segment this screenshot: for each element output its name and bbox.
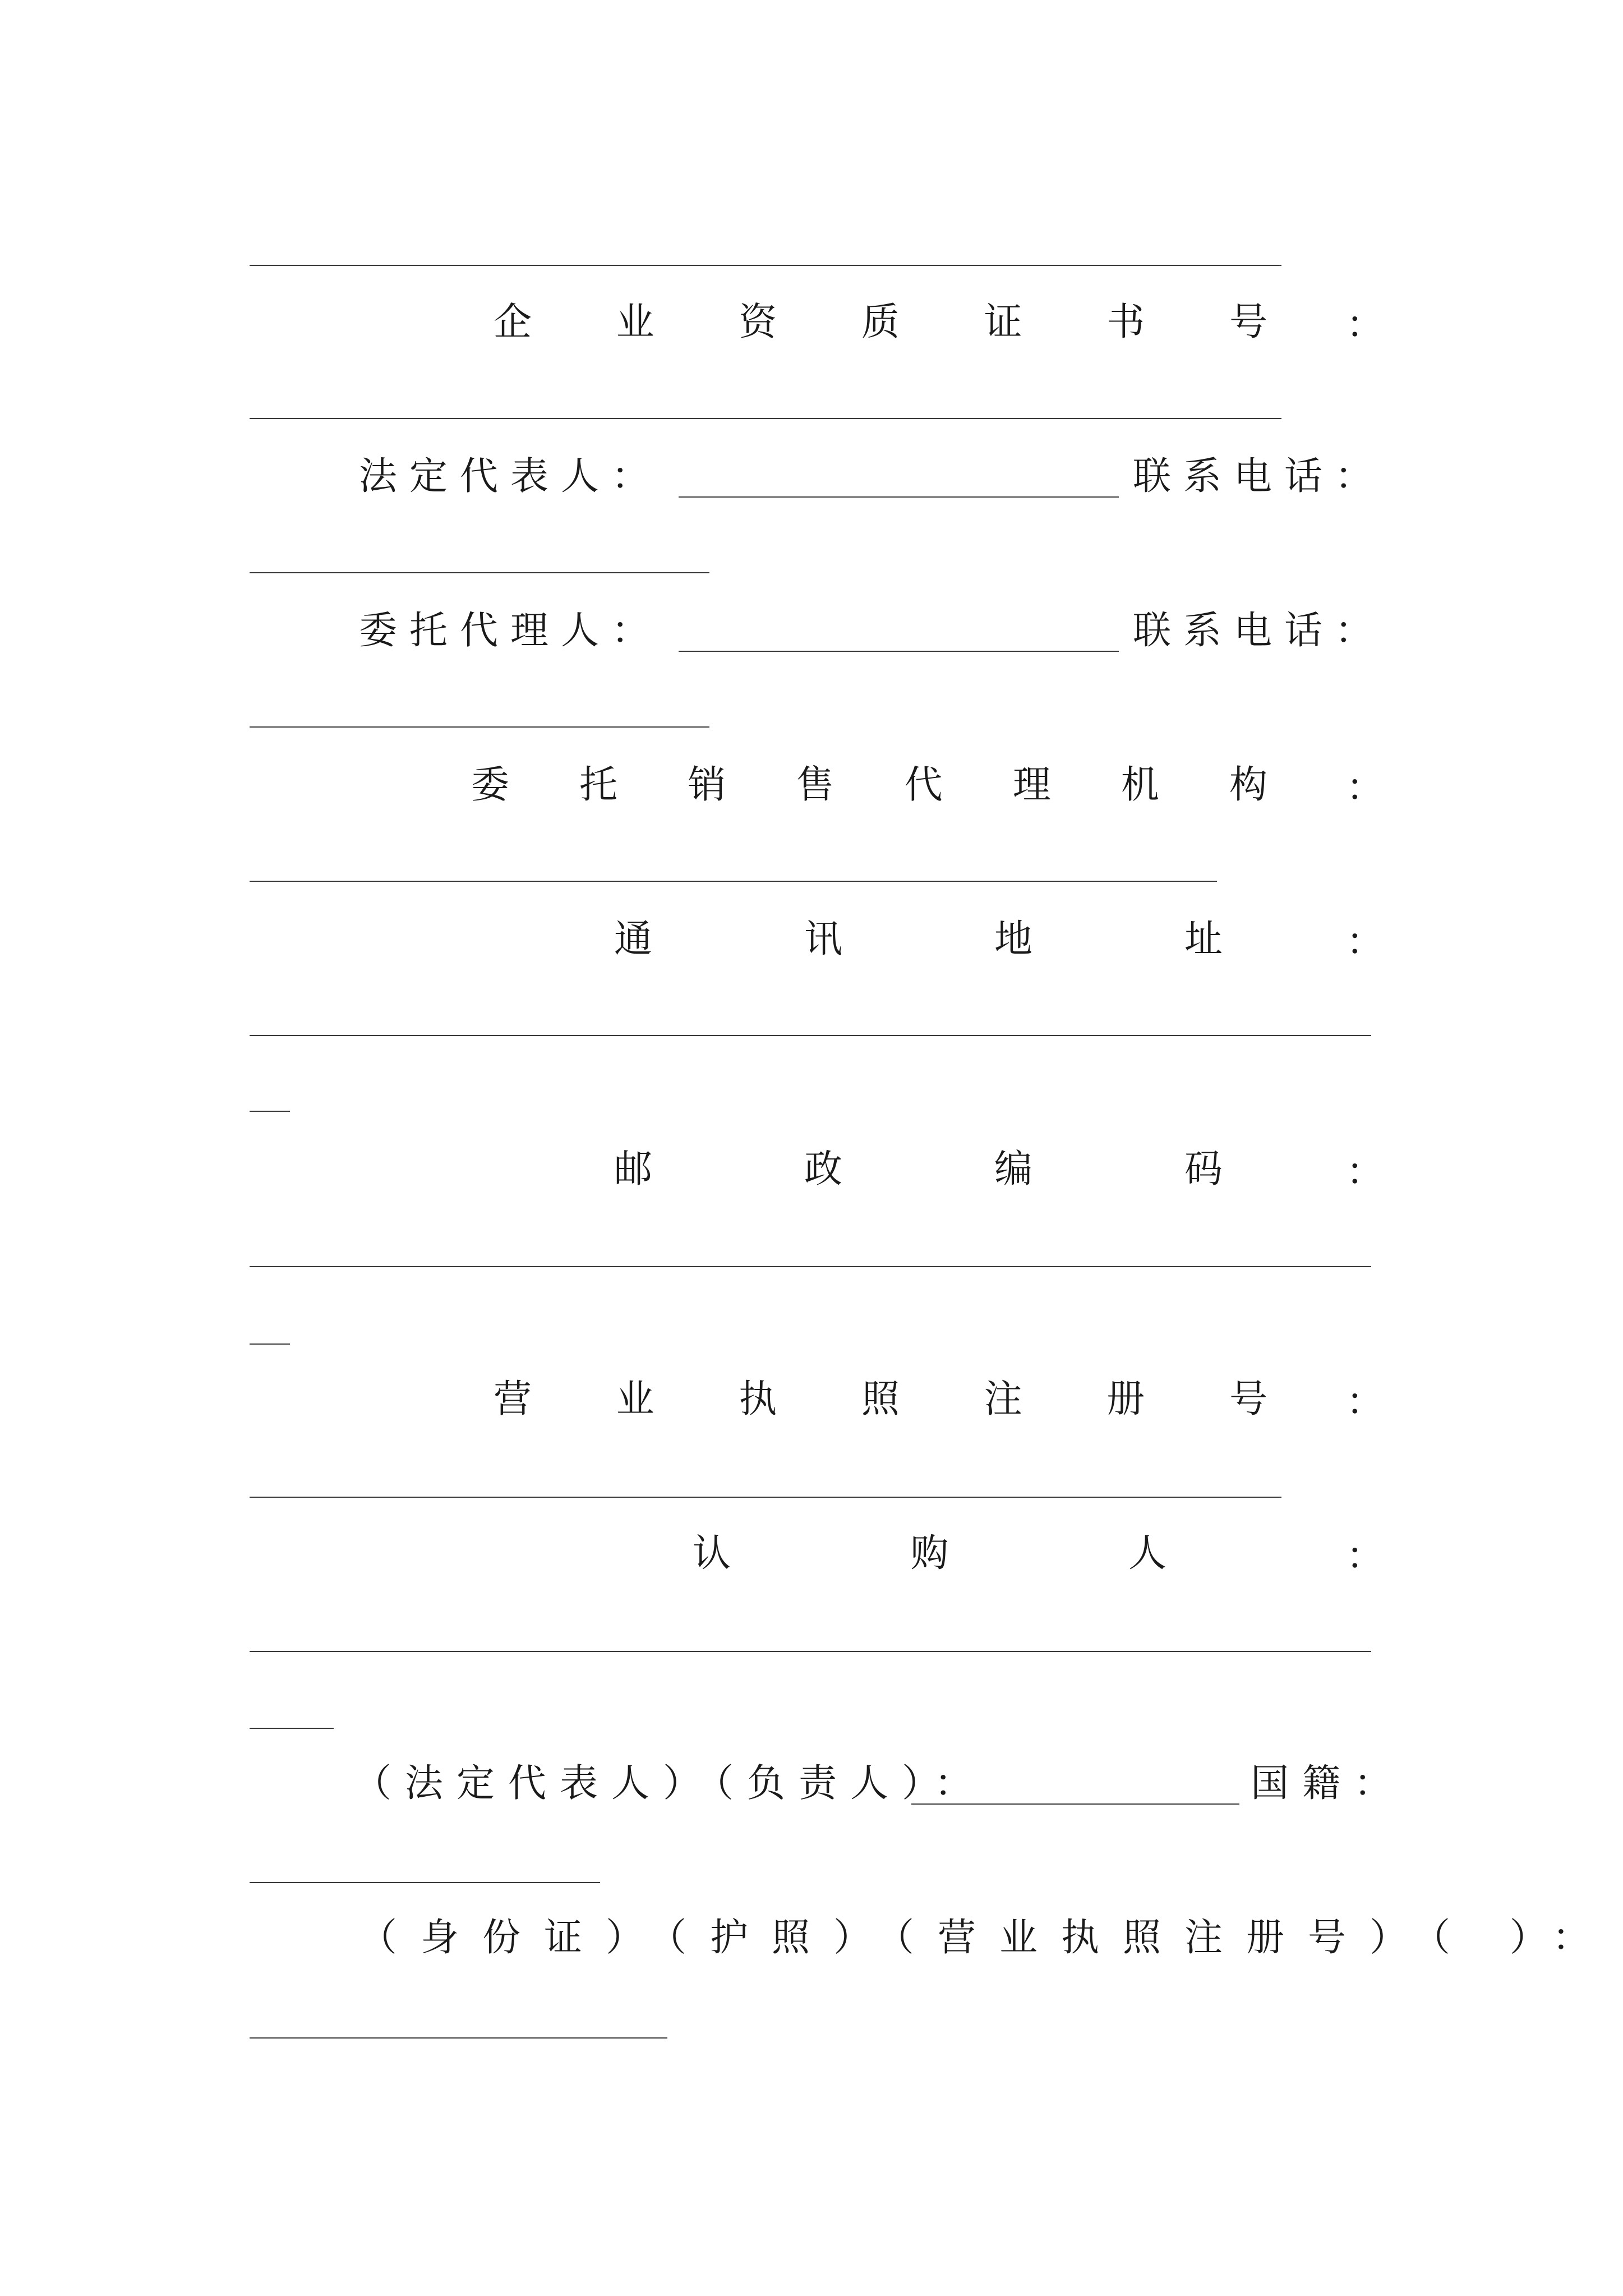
agent-blank[interactable]: [679, 651, 1119, 652]
id-blank[interactable]: [250, 2037, 667, 2039]
purchaser-blank[interactable]: [250, 1651, 1371, 1652]
phone-label: 联系电话：: [1133, 454, 1386, 499]
business-license-label: [494, 1374, 1267, 1425]
char: 编: [994, 1147, 1032, 1191]
nationality-label: 国籍：: [1251, 1761, 1406, 1806]
char: 讯: [804, 917, 842, 961]
rep-label: （法定代表人）（负责人）：: [353, 1761, 986, 1806]
char: 注: [984, 1377, 1022, 1421]
nationality: [1251, 1759, 1405, 1809]
char: 执: [739, 1377, 777, 1421]
qualification-cert-blank[interactable]: [250, 418, 1281, 419]
legal-rep-row: [359, 452, 662, 502]
colon: ：: [1346, 1534, 1385, 1579]
colon: ：: [1346, 1150, 1385, 1194]
char: 书: [1106, 300, 1145, 344]
colon: ：: [1346, 303, 1385, 347]
char: 址: [1184, 917, 1223, 961]
char: 售: [796, 763, 834, 807]
char: 业: [616, 1377, 654, 1421]
char: 质: [861, 300, 900, 344]
sales-agency-label: [471, 760, 1267, 811]
rep-row: [353, 1759, 986, 1809]
char: 册: [1106, 1377, 1145, 1421]
char: 号: [1229, 1377, 1267, 1421]
agent-phone: [1133, 606, 1385, 656]
rep-blank[interactable]: [911, 1803, 1239, 1805]
char: 邮: [614, 1147, 653, 1191]
char: 营: [494, 1377, 532, 1421]
char: 码: [1184, 1147, 1223, 1191]
legal-rep-label: 法定代表人：: [359, 454, 662, 499]
char: 政: [804, 1147, 842, 1191]
purchaser-label: [693, 1529, 1166, 1579]
purchaser-blank-cont[interactable]: [250, 1728, 334, 1729]
char: 代: [904, 763, 943, 807]
char: 委: [471, 763, 510, 807]
address-label: [614, 914, 1223, 965]
colon: ：: [1346, 1380, 1385, 1424]
agent-label: 委托代理人：: [359, 609, 662, 653]
legal-rep-phone: [1133, 452, 1385, 502]
char: 地: [994, 917, 1032, 961]
char: 购: [910, 1531, 949, 1576]
blank-line[interactable]: [250, 265, 1281, 266]
char: 企: [494, 300, 532, 344]
legal-rep-blank[interactable]: [679, 496, 1119, 498]
sales-agency-blank[interactable]: [250, 881, 1217, 882]
business-license-blank[interactable]: [250, 1497, 1281, 1498]
char: 资: [739, 300, 777, 344]
legal-rep-phone-blank[interactable]: [250, 572, 709, 573]
postal-code-blank-cont[interactable]: [250, 1343, 290, 1345]
char: 销: [688, 763, 726, 807]
colon: ：: [1346, 920, 1385, 964]
address-blank[interactable]: [250, 1035, 1371, 1036]
nationality-blank[interactable]: [250, 1882, 600, 1883]
char: 业: [616, 300, 654, 344]
id-row: [359, 1913, 1614, 1963]
char: 构: [1229, 763, 1267, 807]
phone-label: 联系电话：: [1133, 609, 1386, 653]
char: 理: [1012, 763, 1051, 807]
agent-phone-blank[interactable]: [250, 726, 709, 728]
postal-code-blank[interactable]: [250, 1266, 1371, 1267]
qualification-cert-label: [494, 297, 1267, 348]
char: 号: [1229, 300, 1267, 344]
postal-code-label: [614, 1144, 1223, 1195]
char: 人: [1128, 1531, 1166, 1576]
char: 托: [579, 763, 618, 807]
colon: ：: [1346, 766, 1385, 810]
address-blank-cont[interactable]: [250, 1111, 290, 1112]
agent-row: [359, 606, 662, 656]
char: 认: [693, 1531, 731, 1576]
char: 证: [984, 300, 1022, 344]
char: 机: [1121, 763, 1159, 807]
char: 照: [861, 1377, 900, 1421]
char: 通: [614, 917, 653, 961]
id-label: （身份证）（护照）（营业执照注册号）（ ）：: [359, 1916, 1614, 1960]
